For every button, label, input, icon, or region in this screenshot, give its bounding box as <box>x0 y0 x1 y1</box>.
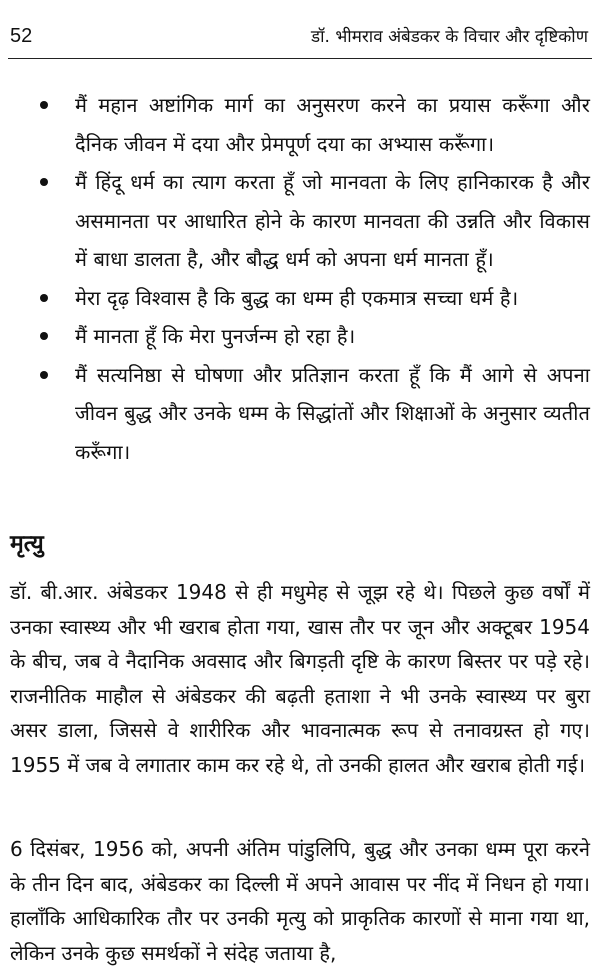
bullet-text: मैं महान अष्टांगिक मार्ग का अनुसरण करने का प्रयास करूँगा और दैनिक जीवन में दया और प्रेमपूर्ण दया का अभ्यास करूँगा। <box>75 93 590 156</box>
bullet-list <box>0 86 600 471</box>
bullet-dot-icon <box>40 332 48 340</box>
bullet-item <box>0 86 600 163</box>
bullet-text: मेरा दृढ़ विश्वास है कि बुद्ध का धम्म ही एकमात्र सच्चा धर्म है। <box>75 285 519 310</box>
body-paragraph: 6 दिसंबर, 1956 को, अपनी अंतिम पांडुलिपि, बुद्ध और उनका धम्म पूरा करने के तीन दिन बाद, अंबेडकर का दिल्ली में अपने आवास पर नींद में निधन हो गया। हालाँकि आधिकारिक तौर पर उनकी मृत्यु को प्राकृतिक कारणों से माना गया था, लेकिन उनके कुछ समर्थकों ने संदेह जताया है, <box>10 837 590 965</box>
bullet-dot-icon <box>40 178 48 186</box>
bullet-text: मैं हिंदू धर्म का त्याग करता हूँ जो मानवता के लिए हानिकारक है और असमानता पर आधारित होने के कारण मानवता की उन्नति और विकास में बाधा डालता है, और बौद्ध धर्म को अपना धर्म मानता हूँ। <box>75 170 590 271</box>
bullet-item <box>0 356 600 472</box>
bullet-dot-icon <box>40 371 48 379</box>
bullet-item <box>0 163 600 279</box>
bullet-item <box>0 317 600 356</box>
section-heading: मृत्यु <box>10 531 44 557</box>
running-title: डॉ. भीमराव अंबेडकर के विचार और दृष्टिकोण <box>311 27 588 47</box>
bullet-dot-icon <box>40 294 48 302</box>
page-number: 52 <box>10 25 33 47</box>
bullet-item <box>0 279 600 318</box>
bullet-text: मैं मानता हूँ कि मेरा पुनर्जन्म हो रहा है। <box>75 324 356 348</box>
bullet-dot-icon <box>40 101 48 109</box>
page-header <box>0 0 600 60</box>
bullet-text: मैं सत्यनिष्ठा से घोषणा और प्रतिज्ञान करता हूँ कि मैं आगे से अपना जीवन बुद्ध और उनके धम्म के सिद्धांतों और शिक्षाओं के अनुसार व्यतीत करूँगा। <box>75 362 590 464</box>
header-divider <box>8 58 592 59</box>
body-paragraph: डॉ. बी.आर. अंबेडकर 1948 से ही मधुमेह से जूझ रहे थे। पिछले कुछ वर्षों में उनका स्वास्थ्य और भी खराब होता गया, खास तौर पर जून और अक्टूबर 1954 के बीच, जब वे नैदानिक अवसाद और बिगड़ती दृष्टि के कारण बिस्तर पर पड़े रहे। राजनीतिक माहौल से अंबेडकर की बढ़ती हताशा ने भी उनके स्वास्थ्य पर बुरा असर डाला, जिससे वे शारीरिक और भावनात्मक रूप से तनावग्रस्त हो गए। 1955 में जब वे लगातार काम कर रहे थे, तो उनकी हालत और खराब होती गई। <box>10 580 590 777</box>
